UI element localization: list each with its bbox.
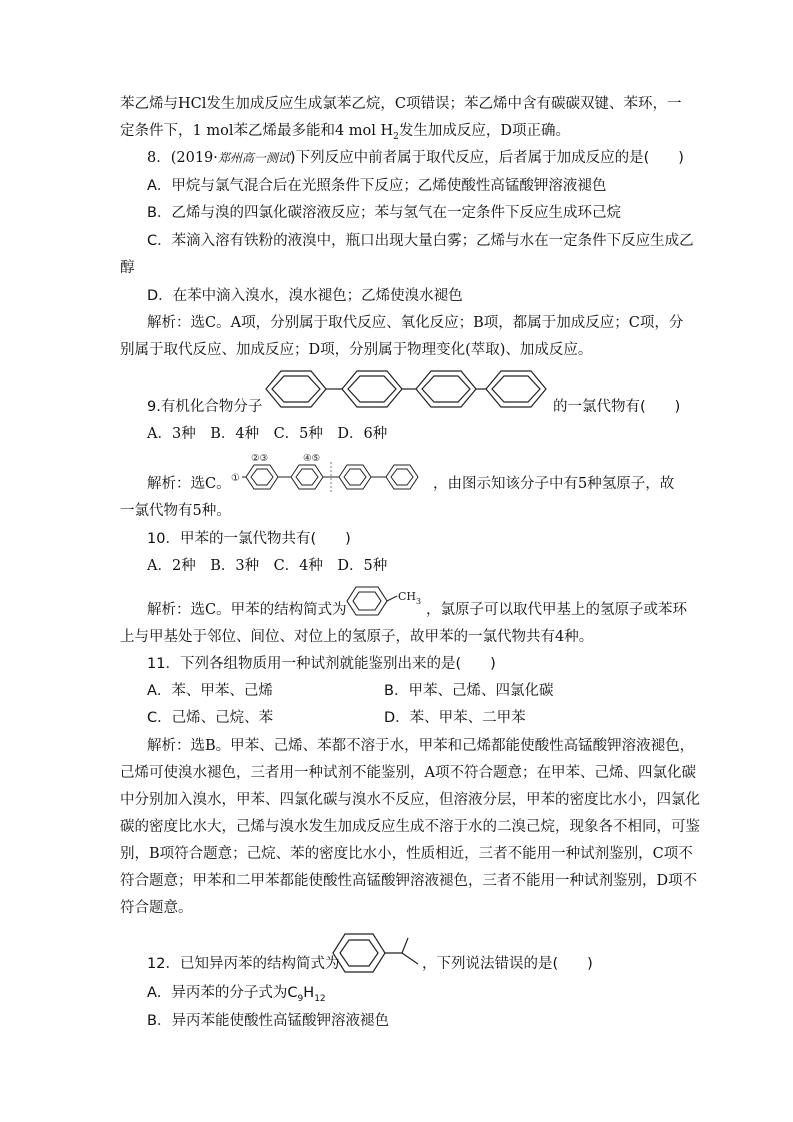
option-d: D．苯、甲苯、二甲苯 bbox=[384, 710, 526, 726]
text-line: 苯乙烯与HCl发生加成反应生成氯苯乙烷，C项错误；苯乙烯中含有碳碳双键、苯环，一 bbox=[120, 96, 682, 112]
position-label-1: ① bbox=[231, 473, 240, 484]
answer-11-cont: 己烯可使溴水褪色，三者用一种试剂不能鉴别，A项不符合题意；在甲苯、己烯、四氯化碳 bbox=[120, 765, 696, 781]
question-9-cont: 的一氯代物有( ) bbox=[553, 399, 681, 415]
option-d: D．在苯中滴入溴水，溴水褪色；乙烯使溴水褪色 bbox=[147, 288, 463, 304]
answer-11-cont: 中分别加入溴水，甲苯、四氯化碳与溴水不反应，但溶液分层，甲苯的密度比水小，四氯化 bbox=[120, 792, 700, 808]
answer-9: 解析：选C。 bbox=[147, 476, 231, 492]
answer-11: 解析：选B。甲苯、己烯、苯都不溶于水，甲苯和己烯都能使酸性高锰酸钾溶液褪色， bbox=[147, 738, 695, 754]
quaterphenyl-structure bbox=[264, 368, 548, 418]
toluene-structure bbox=[345, 584, 425, 618]
position-label-4-5: ④⑤ bbox=[303, 453, 321, 464]
question-12-cont: ，下列说法错误的是( ) bbox=[422, 956, 593, 972]
methyl-subscript: 3 bbox=[416, 597, 422, 606]
question-10: 10．甲苯的一氯代物共有( ) bbox=[147, 531, 351, 547]
answer-8-cont: 别属于取代反应、加成反应；D项，分别属于物理变化(萃取)、加成反应。 bbox=[120, 342, 593, 358]
methyl-label: CH bbox=[398, 590, 417, 603]
question-8: 8．(2019·郑州高一测试)下列反应中前者属于取代反应，后者属于加成反应的是( ) bbox=[147, 150, 684, 166]
question-10-options: A．2种 B．3种 C．4种 D．5种 bbox=[147, 558, 388, 574]
answer-10-cont: ，氯原子可以取代甲基上的氢原子或苯环 bbox=[426, 602, 687, 618]
option-c-cont: 醇 bbox=[120, 260, 135, 276]
question-11: 11．下列各组物质用一种试剂就能鉴别出来的是( ) bbox=[147, 656, 496, 672]
answer-11-cont: 符合题意；甲苯和二甲苯都能使酸性高锰酸钾溶液褪色，三者不能用一种试剂鉴别，D项不 bbox=[120, 873, 698, 889]
option-a: A．苯、甲苯、己烯 bbox=[147, 683, 273, 699]
option-b: B．乙烯与溴的四氯化碳溶液反应；苯与氢气在一定条件下反应生成环己烷 bbox=[147, 205, 621, 221]
option-a: A．甲烷与氯气混合后在光照条件下反应；乙烯使酸性高锰酸钾溶液褪色 bbox=[147, 178, 607, 194]
source-note: 郑州高一测试 bbox=[217, 151, 290, 165]
question-9-options: A．3种 B．4种 C．5种 D．6种 bbox=[147, 426, 388, 442]
option-b: B．甲苯、己烯、四氯化碳 bbox=[384, 683, 554, 699]
cumene-structure bbox=[330, 930, 422, 976]
answer-11-cont: 别，B项符合题意；己烷、苯的密度比水小，性质相近，三者不能用一种试剂鉴别，C项不 bbox=[120, 846, 693, 862]
option-c: C．苯滴入溶有铁粉的液溴中，瓶口出现大量白雾；乙烯与水在一定条件下反应生成乙 bbox=[147, 233, 694, 249]
question-9: 9.有机化合物分子 bbox=[147, 399, 263, 415]
answer-8: 解析：选C。A项，分别属于取代反应、氧化反应；B项，都属于加成反应；C项，分 bbox=[147, 315, 684, 331]
position-label-2-3: ②③ bbox=[251, 453, 269, 464]
answer-10-cont2: 上与甲基处于邻位、间位、对位上的氢原子，故甲苯的一氯代物共有4种。 bbox=[120, 629, 594, 645]
option-b: B．异丙苯能使酸性高锰酸钾溶液褪色 bbox=[147, 1013, 389, 1029]
option-c: C．己烯、己烷、苯 bbox=[147, 710, 274, 726]
text-line: 定条件下，1 mol苯乙烯最多能和4 mol $H_2$发生加成反应，D项正确。 bbox=[120, 123, 571, 142]
option-a: A．异丙苯的分子式为$C_9H_{12}$ bbox=[147, 985, 326, 1004]
hydrogen-position-diagram bbox=[231, 450, 431, 494]
answer-10: 解析：选C。甲苯的结构简式为 bbox=[147, 602, 347, 618]
answer-11-cont: 碳的密度比水大，己烯与溴水发生加成反应生成不溶于水的二溴己烷，现象各不相同，可鉴 bbox=[120, 819, 700, 835]
question-12: 12．已知异丙苯的结构简式为 bbox=[147, 956, 340, 972]
answer-11-cont: 符合题意。 bbox=[120, 900, 193, 916]
answer-9-cont2: 一氯代物有5种。 bbox=[120, 503, 231, 519]
answer-9-cont: ，由图示知该分子中有5种氢原子，故 bbox=[433, 476, 675, 492]
